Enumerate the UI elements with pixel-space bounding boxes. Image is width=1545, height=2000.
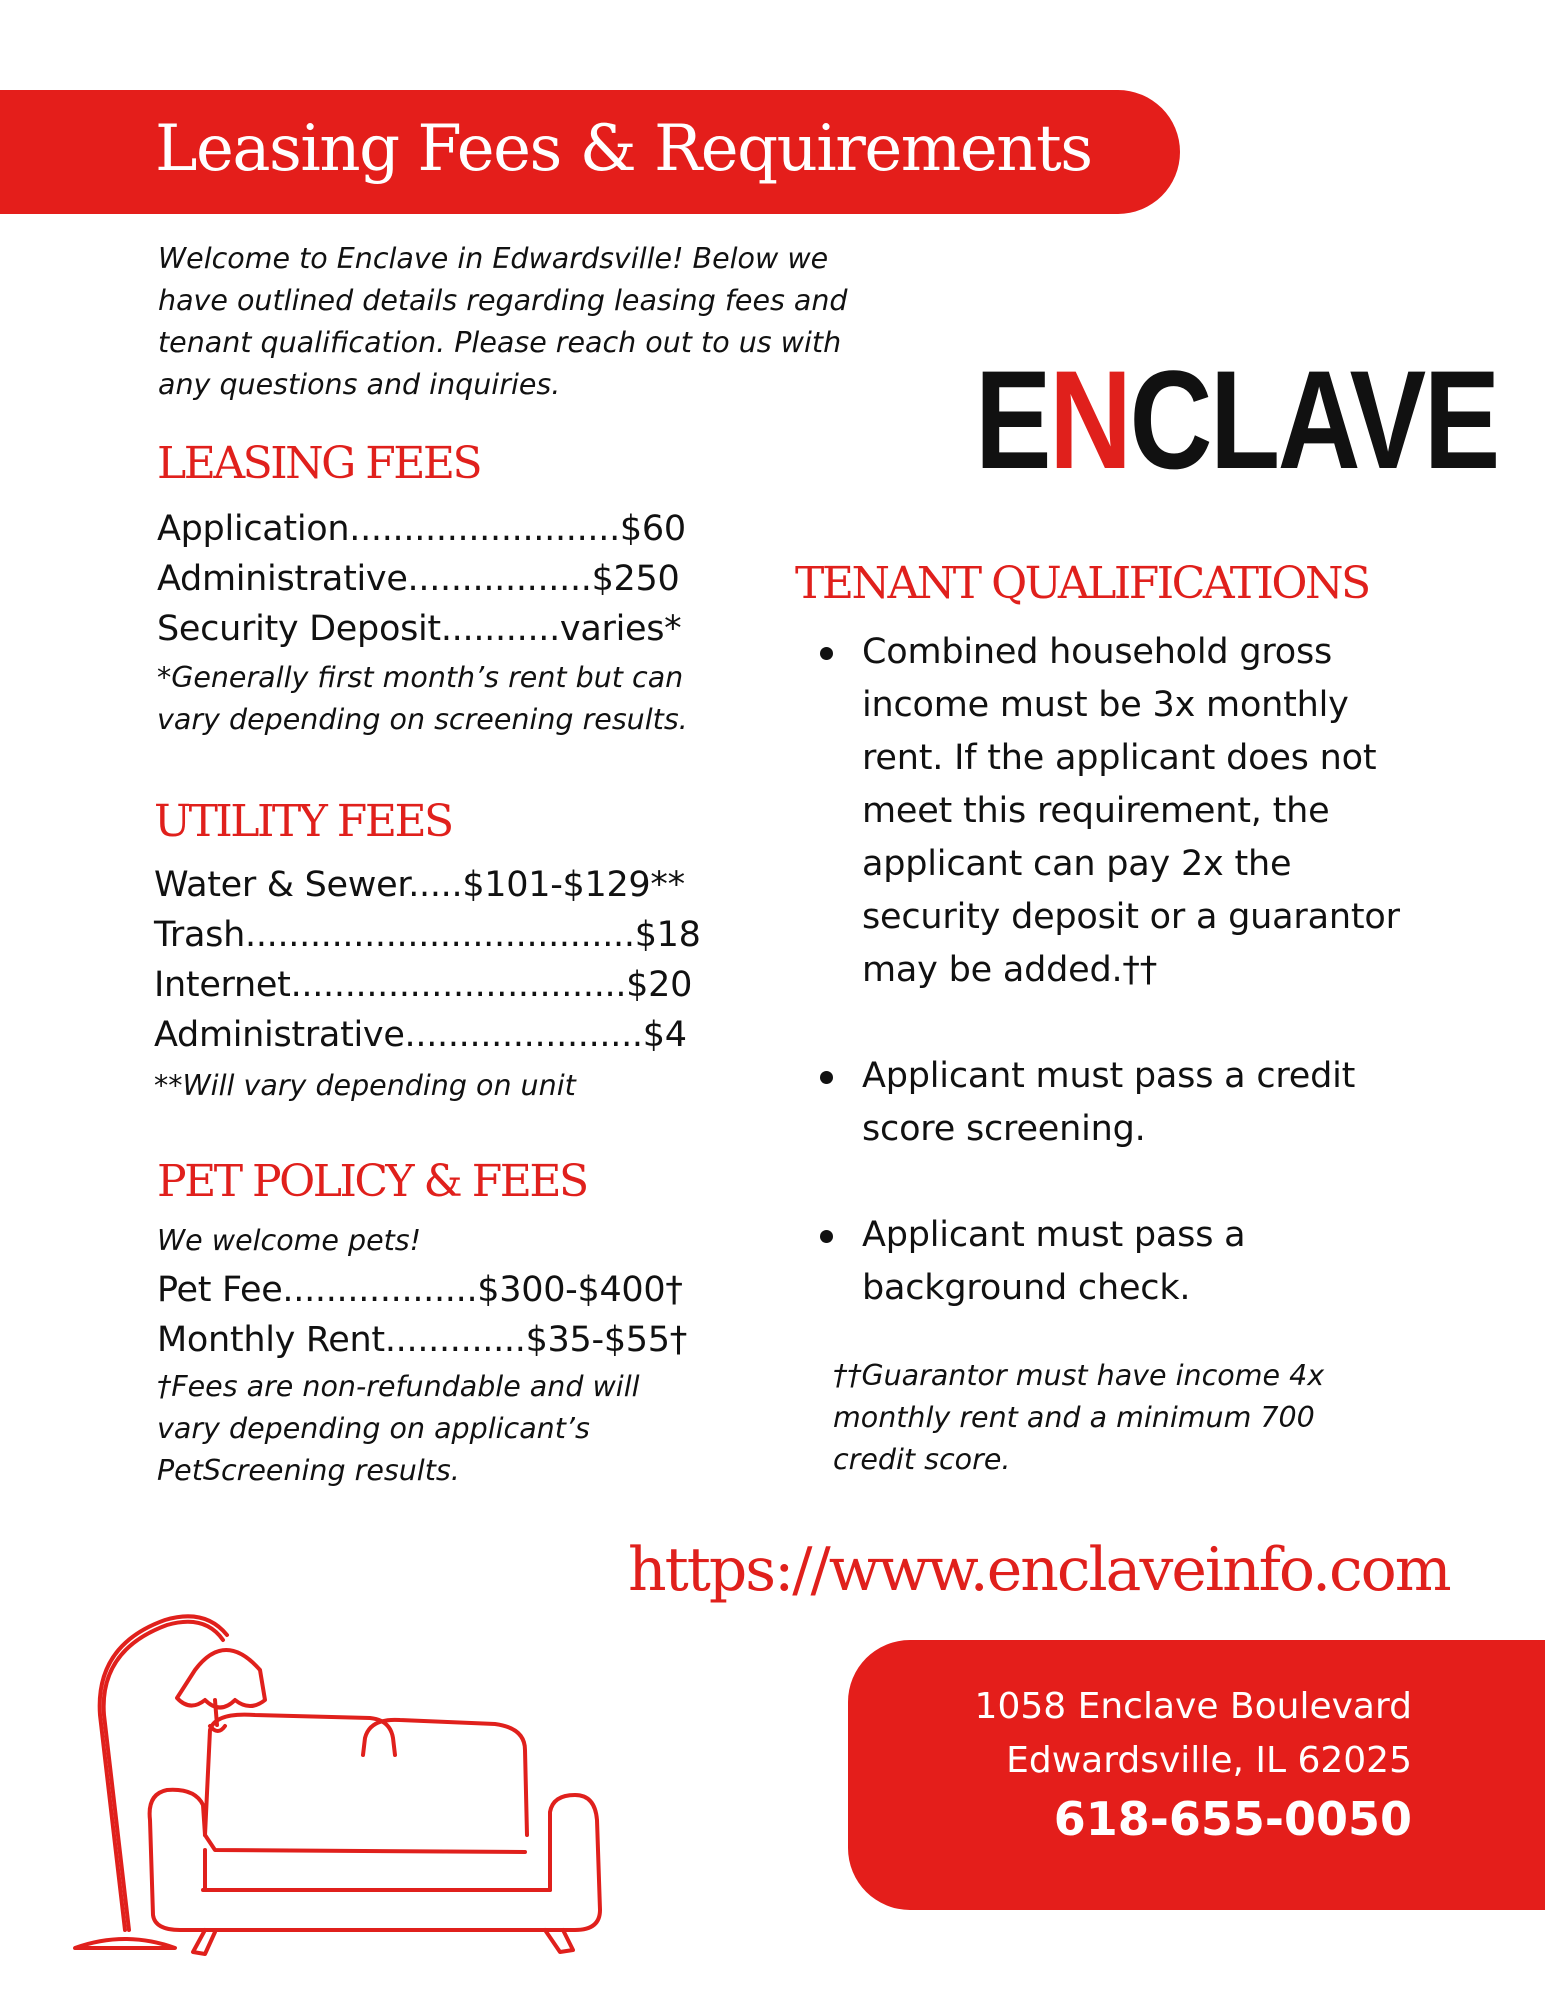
leasing-note-line-1: *Generally first month’s rent but can — [157, 661, 684, 694]
tenant-qualifications-heading: TENANT QUALIFICATIONS — [795, 558, 1369, 609]
logo-letter-e: E — [975, 341, 1050, 498]
qualification-item — [820, 626, 1440, 997]
fee-administrative: Administrative.................$250 — [157, 559, 680, 599]
sofa-leg-left — [193, 1930, 215, 1954]
phone-number[interactable]: 618-655-0050 — [1053, 1792, 1412, 1846]
utility-note: **Will vary depending on unit — [154, 1069, 576, 1102]
pet-policy-heading: PET POLICY & FEES — [157, 1156, 587, 1207]
fee-trash: Trash....................................$18 — [154, 915, 701, 955]
qualification-text: Applicant must pass a background check. — [862, 1215, 1246, 1308]
sofa-leg-right — [545, 1930, 573, 1952]
bullet-icon — [820, 647, 833, 660]
lamp-base — [75, 1939, 175, 1948]
website-link[interactable]: https://www.enclaveinfo.com — [628, 1535, 1450, 1605]
leasing-note-line-2: vary depending on screening results. — [157, 703, 688, 736]
qualification-text: Combined household gross income must be 3x monthly rent. If the applicant does not meet this requirement, the applicant can pay 2x the security deposit or a guarantor may be added.†† — [862, 632, 1400, 990]
guarantor-note-line-3: credit score. — [833, 1443, 1011, 1476]
logo-letters-clave: CLAVE — [1129, 341, 1498, 498]
pet-note-line-1: †Fees are non-refundable and will — [157, 1370, 640, 1403]
pet-note-line-2: vary depending on applicant’s — [157, 1412, 590, 1445]
leasing-fees-heading: LEASING FEES — [157, 438, 481, 489]
qualification-item — [820, 1050, 1440, 1156]
bullet-icon — [820, 1071, 833, 1084]
sofa-lamp-illustration — [55, 1550, 615, 1960]
fee-security-deposit: Security Deposit...........varies* — [157, 609, 682, 649]
lamp-shade — [177, 1650, 265, 1708]
fee-internet: Internet...............................$20 — [154, 965, 693, 1005]
qualification-text: Applicant must pass a credit score screening. — [862, 1056, 1356, 1149]
bullet-icon — [820, 1230, 833, 1243]
page-title: Leasing Fees & Requirements — [155, 112, 1092, 186]
fee-pet-monthly-rent: Monthly Rent.............$35-$55† — [157, 1320, 687, 1360]
fee-pet: Pet Fee..................$300-$400† — [157, 1270, 683, 1310]
fee-application: Application.........................$60 — [157, 509, 686, 549]
enclave-logo — [975, 341, 1498, 498]
sofa-frame — [150, 1790, 600, 1930]
fee-utility-administrative: Administrative......................$4 — [154, 1015, 687, 1055]
qualification-list — [820, 626, 1440, 1368]
address-line-1: 1058 Enclave Boulevard — [974, 1686, 1412, 1727]
intro-text: Welcome to Enclave in Edwardsville! Below we have outlined details regarding leasing fees and tenant qualification. Please reach out to us with any questions and inquiries. — [158, 242, 848, 401]
address-line-2: Edwardsville, IL 62025 — [1006, 1740, 1412, 1781]
logo-letter-n: N — [1049, 341, 1130, 498]
utility-fees-heading: UTILITY FEES — [154, 796, 452, 847]
guarantor-note-line-2: monthly rent and a minimum 700 — [833, 1401, 1315, 1434]
pet-welcome-text: We welcome pets! — [157, 1224, 422, 1257]
fee-water-sewer: Water & Sewer.....$101-$129** — [154, 865, 685, 905]
qualification-item — [820, 1209, 1440, 1315]
guarantor-note-line-1: ††Guarantor must have income 4x — [833, 1359, 1325, 1392]
pet-note-line-3: PetScreening results. — [157, 1454, 460, 1487]
